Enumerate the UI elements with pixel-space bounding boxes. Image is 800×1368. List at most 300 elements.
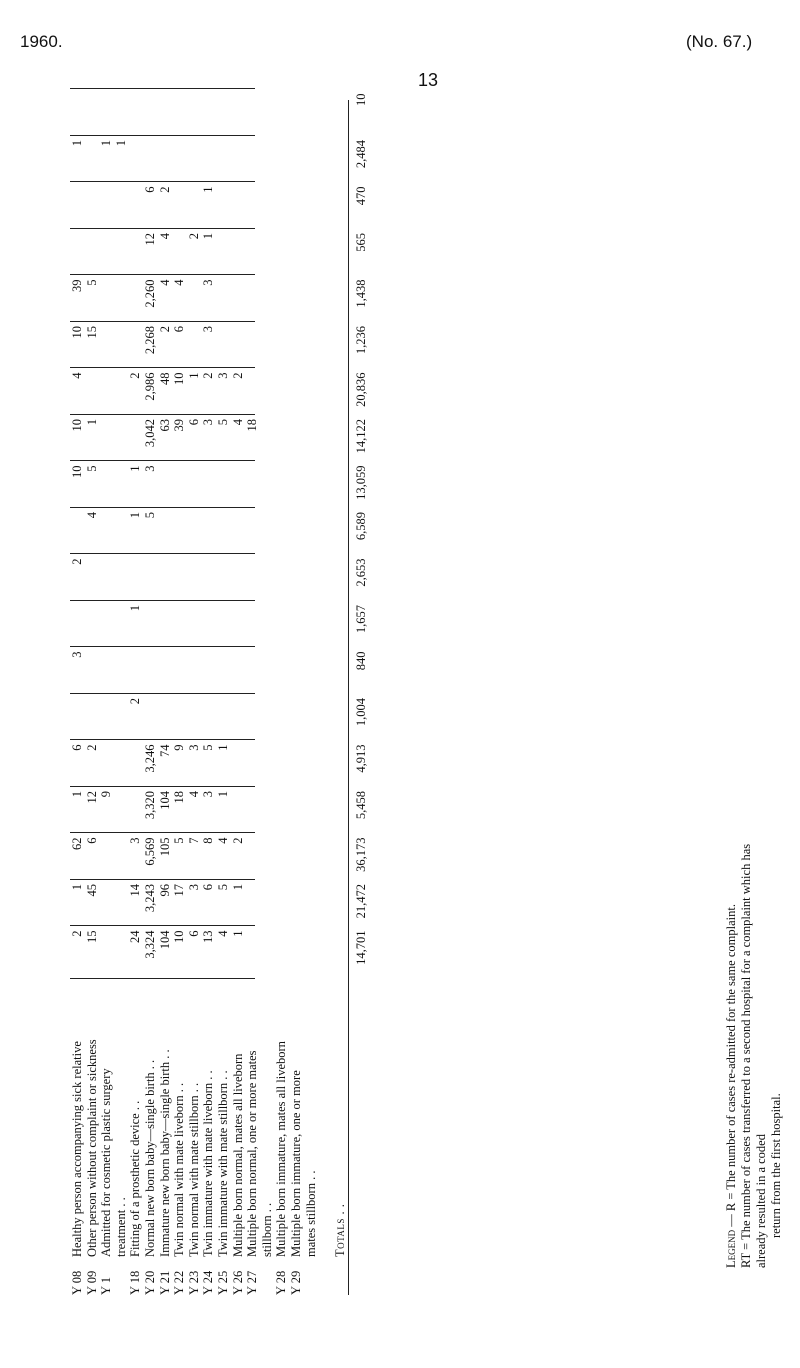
table-cell xyxy=(231,648,246,695)
table-cell xyxy=(304,787,319,834)
table-cell xyxy=(289,648,304,695)
table-cell xyxy=(216,462,231,509)
rule-left xyxy=(70,978,255,979)
table-cell xyxy=(231,787,246,834)
table-cell: 1 xyxy=(70,140,84,147)
table-cell xyxy=(260,927,275,974)
row-description: mates stillborn . . xyxy=(303,1170,318,1257)
data-column xyxy=(70,787,368,834)
legend-r: — R = The number of cases re-admitted for the same complaint. xyxy=(724,904,738,1227)
column-total: 565 xyxy=(354,233,368,252)
table-cell: 39 xyxy=(70,279,84,292)
row-description: Multiple born immature, mates all liveborn xyxy=(274,1041,289,1257)
data-column xyxy=(70,694,368,741)
table-cell xyxy=(158,136,173,183)
table-cell: 4 xyxy=(157,279,172,286)
table-cell xyxy=(304,880,319,927)
table-cell xyxy=(260,508,275,555)
table-cell xyxy=(128,90,143,137)
table-cell: 3 xyxy=(186,744,201,751)
table-cell xyxy=(85,555,100,602)
table-cell xyxy=(216,276,231,323)
table-cell xyxy=(289,834,304,881)
table-cell: 3 xyxy=(128,837,143,844)
table-cell xyxy=(304,322,319,369)
table-cell: 1 xyxy=(201,233,216,240)
row-code: Y 08 xyxy=(70,1270,84,1295)
table-cell xyxy=(158,555,173,602)
table-cell: 1 xyxy=(113,140,128,147)
table-cell xyxy=(143,601,158,648)
table-cell xyxy=(201,508,216,555)
table-cell: 10 xyxy=(172,930,187,943)
table-cell xyxy=(158,462,173,509)
table-cell xyxy=(187,462,202,509)
table-cell: 3,324 xyxy=(142,930,157,959)
data-column xyxy=(70,741,368,788)
row-description: Other person without complaint or sickness xyxy=(84,1039,99,1257)
table-cell xyxy=(216,555,231,602)
table-cell xyxy=(289,694,304,741)
table-cell: 2 xyxy=(157,186,172,193)
table-cell: 17 xyxy=(172,884,187,897)
legend-rt: RT = The number of cases transferred to a second hospital for a complaint which has already resulted in a coded xyxy=(739,843,768,1268)
column-total: 5,458 xyxy=(354,791,368,820)
table-cell: 63 xyxy=(157,419,172,432)
table-cell xyxy=(231,555,246,602)
table-cell xyxy=(128,415,143,462)
table-cell xyxy=(114,462,129,509)
table-cell xyxy=(274,229,289,276)
table-cell xyxy=(260,741,275,788)
table-cell xyxy=(99,834,114,881)
table-cell xyxy=(245,601,260,648)
row-code xyxy=(333,1261,348,1295)
table-cell xyxy=(216,648,231,695)
table-cell: 1 xyxy=(128,465,143,472)
table-cell: 5 xyxy=(84,279,99,286)
table-cell: 3 xyxy=(201,791,216,798)
table-cell xyxy=(99,741,114,788)
table-cell xyxy=(99,415,114,462)
table-cell xyxy=(274,927,289,974)
table-cell xyxy=(245,834,260,881)
column-total: 6,589 xyxy=(354,512,368,541)
table-cell xyxy=(304,741,319,788)
page-number: 13 xyxy=(418,70,439,90)
table-cell xyxy=(216,229,231,276)
row-code xyxy=(318,1261,333,1295)
table-cell xyxy=(201,601,216,648)
table-cell xyxy=(99,601,114,648)
table-cell xyxy=(274,322,289,369)
legend xyxy=(724,808,784,1268)
table-cell xyxy=(245,183,260,230)
table-cell xyxy=(260,90,275,137)
data-column xyxy=(70,229,368,276)
table-cell xyxy=(245,555,260,602)
row-description: Healthy person accompanying sick relative xyxy=(70,1041,84,1257)
table-cell xyxy=(143,136,158,183)
table-cell xyxy=(304,229,319,276)
table-cell xyxy=(99,555,114,602)
table-cell: 4 xyxy=(84,512,99,519)
table-cell xyxy=(99,462,114,509)
table-cell xyxy=(304,927,319,974)
table-cell xyxy=(260,880,275,927)
table-cell: 96 xyxy=(157,884,172,897)
table-cell: 13 xyxy=(201,930,216,943)
row-description: Twin immature with mate stillborn . . xyxy=(215,1070,230,1257)
table-cell xyxy=(143,648,158,695)
row-code: Y 23 xyxy=(186,1270,201,1295)
table-cell xyxy=(201,90,216,137)
table-cell xyxy=(260,462,275,509)
table-cell: 2 xyxy=(70,558,84,565)
table-cell xyxy=(274,276,289,323)
table-cell: 5 xyxy=(172,837,187,844)
data-column xyxy=(70,90,368,137)
table-cell: 2 xyxy=(70,930,84,937)
table-cell xyxy=(85,369,100,416)
table-cell xyxy=(245,880,260,927)
table-cell: 3,042 xyxy=(142,419,157,448)
data-column xyxy=(70,462,368,509)
table-cell: 10 xyxy=(70,419,84,432)
table-cell: 2,260 xyxy=(142,279,157,308)
table-cell xyxy=(289,369,304,416)
table-cell: 5 xyxy=(142,512,157,519)
row-description: Twin immature with mate liveborn . . xyxy=(201,1070,216,1257)
table-cell xyxy=(274,694,289,741)
table-cell: 4 xyxy=(172,279,187,286)
table-cell xyxy=(158,90,173,137)
table-cell xyxy=(216,136,231,183)
data-column xyxy=(70,555,368,602)
table-cell xyxy=(245,508,260,555)
table-cell xyxy=(114,880,129,927)
table-cell xyxy=(114,90,129,137)
table-cell xyxy=(85,694,100,741)
table-cell: 2 xyxy=(230,837,245,844)
table-cell xyxy=(245,787,260,834)
table-cell: 6 xyxy=(84,837,99,844)
table-cell xyxy=(187,508,202,555)
table-cell: 3 xyxy=(142,465,157,472)
code-column xyxy=(70,1261,347,1295)
table-cell xyxy=(114,741,129,788)
table-cell xyxy=(274,648,289,695)
table-cell xyxy=(245,90,260,137)
legend-rt-cont: return from the first hospital. xyxy=(769,1093,783,1238)
table-cell xyxy=(274,508,289,555)
row-code: Y 09 xyxy=(84,1270,99,1295)
table-cell xyxy=(114,508,129,555)
table-cell xyxy=(289,787,304,834)
table-cell xyxy=(85,136,100,183)
table-cell xyxy=(304,183,319,230)
table-cell: 2 xyxy=(128,372,143,379)
column-total: 1,004 xyxy=(354,698,368,727)
table-cell xyxy=(289,927,304,974)
table-cell: 9 xyxy=(99,791,114,798)
table-cell xyxy=(304,90,319,137)
table-cell xyxy=(114,229,129,276)
row-code: Y 27 xyxy=(245,1270,260,1295)
table-cell: 4 xyxy=(186,791,201,798)
table-cell xyxy=(304,555,319,602)
table-cell: 2 xyxy=(230,372,245,379)
table-cell: 10 xyxy=(70,465,84,478)
table-cell xyxy=(231,601,246,648)
report-number: (No. 67.) xyxy=(686,32,753,51)
table-cell: 8 xyxy=(201,837,216,844)
table-cell: 39 xyxy=(172,419,187,432)
table-cell: 3,246 xyxy=(142,744,157,773)
table-cell xyxy=(128,136,143,183)
row-code: Y 18 xyxy=(128,1270,143,1295)
table-cell xyxy=(99,508,114,555)
row-description: Fitting of a prosthetic device . . xyxy=(128,1100,143,1257)
data-column xyxy=(70,136,368,183)
table-cell xyxy=(304,136,319,183)
legend-heading: Legend xyxy=(724,1229,738,1268)
table-cell: 10 xyxy=(172,372,187,385)
table-cell xyxy=(187,90,202,137)
data-column xyxy=(70,276,368,323)
table-cell xyxy=(289,136,304,183)
data-column xyxy=(70,927,368,974)
table-cell: 5 xyxy=(215,419,230,426)
table-cell xyxy=(304,601,319,648)
column-total: 36,173 xyxy=(354,837,368,872)
table-cell xyxy=(231,90,246,137)
table-cell: 3,320 xyxy=(142,791,157,820)
table-cell xyxy=(289,741,304,788)
table-cell xyxy=(128,322,143,369)
table-cell: 5 xyxy=(215,884,230,891)
table-cell xyxy=(289,276,304,323)
table-cell: 15 xyxy=(84,326,99,339)
table-cell: 6 xyxy=(186,419,201,426)
table-cell xyxy=(70,508,85,555)
table-cell: 15 xyxy=(84,930,99,943)
table-cell xyxy=(114,601,129,648)
table-cell xyxy=(260,694,275,741)
table-cell xyxy=(274,741,289,788)
column-total: 10 xyxy=(354,93,368,106)
row-description: Multiple born immature, one or more xyxy=(288,1070,303,1257)
table-cell: 2 xyxy=(157,326,172,333)
column-total: 1,236 xyxy=(354,326,368,355)
table-cell xyxy=(260,276,275,323)
table-cell: 2 xyxy=(186,233,201,240)
table-cell xyxy=(128,229,143,276)
table-cell: 5 xyxy=(201,744,216,751)
table-cell xyxy=(172,90,187,137)
table-cell: 62 xyxy=(70,837,84,850)
table-cell: 24 xyxy=(128,930,143,943)
table-cell xyxy=(231,322,246,369)
table-cell xyxy=(231,508,246,555)
table-cell xyxy=(289,555,304,602)
table-cell: 10 xyxy=(70,326,84,339)
table-cell xyxy=(172,183,187,230)
table-cell xyxy=(128,276,143,323)
table-cell xyxy=(245,136,260,183)
table-cell: 2,268 xyxy=(142,326,157,355)
data-column xyxy=(70,648,368,695)
table-cell xyxy=(274,183,289,230)
table-cell xyxy=(201,462,216,509)
table-cell xyxy=(260,229,275,276)
table-cell xyxy=(245,369,260,416)
table-cell xyxy=(304,694,319,741)
table-cell: 6,569 xyxy=(142,837,157,866)
row-description: Immature new born baby—single birth . . xyxy=(157,1049,172,1257)
table-cell xyxy=(99,369,114,416)
table-cell: 1 xyxy=(186,372,201,379)
row-code: Y 20 xyxy=(142,1270,157,1295)
table-cell xyxy=(216,601,231,648)
table-cell xyxy=(260,787,275,834)
row-description: stillborn . . xyxy=(259,1202,274,1257)
table-cell: 12 xyxy=(142,233,157,246)
table-cell xyxy=(289,508,304,555)
data-column xyxy=(70,322,368,369)
table-cell xyxy=(128,741,143,788)
table-cell xyxy=(172,462,187,509)
table-cell xyxy=(99,229,114,276)
row-description: Multiple born normal, mates all liveborn xyxy=(230,1053,245,1257)
table-cell xyxy=(260,555,275,602)
column-total: 840 xyxy=(354,651,368,671)
table-cell xyxy=(158,508,173,555)
table-cell: 3 xyxy=(201,279,216,286)
table-cell xyxy=(99,648,114,695)
table-cell xyxy=(99,90,114,137)
table-cell xyxy=(304,415,319,462)
table-cell: 7 xyxy=(186,837,201,844)
row-code: Y 29 xyxy=(288,1270,303,1295)
table-cell xyxy=(70,601,85,648)
table-cell xyxy=(245,648,260,695)
table-cell xyxy=(187,694,202,741)
column-total: 1,438 xyxy=(354,279,368,308)
table-cell xyxy=(231,741,246,788)
table-cell xyxy=(85,648,100,695)
table-cell xyxy=(260,415,275,462)
column-total: 1,657 xyxy=(354,605,368,634)
totals-label: Totals . . xyxy=(332,1203,347,1257)
column-total: 2,653 xyxy=(354,558,368,587)
table-cell: 9 xyxy=(172,744,187,751)
table-cell xyxy=(143,555,158,602)
table-cell xyxy=(172,648,187,695)
table-cell: 2 xyxy=(84,744,99,751)
table-cell: 3 xyxy=(215,372,230,379)
table-cell: 2 xyxy=(201,372,216,379)
table-cell: 18 xyxy=(172,791,187,804)
table-cell xyxy=(231,229,246,276)
table-cell xyxy=(143,90,158,137)
table-cell xyxy=(231,136,246,183)
column-total: 4,913 xyxy=(354,744,368,773)
table-cell: 104 xyxy=(157,791,172,810)
table-cell xyxy=(70,694,85,741)
table-cell xyxy=(187,601,202,648)
table-cell: 2 xyxy=(128,698,143,705)
table-cell: 104 xyxy=(157,930,172,950)
table-cell xyxy=(187,648,202,695)
table-cell xyxy=(85,90,100,137)
table-cell xyxy=(172,229,187,276)
table-cell xyxy=(245,927,260,974)
table-cell xyxy=(289,601,304,648)
table-cell xyxy=(304,462,319,509)
data-column xyxy=(70,834,368,881)
table-cell: 3 xyxy=(201,419,216,426)
table-cell xyxy=(216,322,231,369)
table-cell: 1 xyxy=(128,512,143,519)
row-code: Y 21 xyxy=(157,1270,172,1295)
column-total: 2,484 xyxy=(354,140,368,169)
table-cell xyxy=(70,183,85,230)
table-cell xyxy=(172,601,187,648)
table-cell: 14 xyxy=(128,884,143,897)
table-cell xyxy=(260,136,275,183)
table-cell xyxy=(201,694,216,741)
data-column xyxy=(70,508,368,555)
table-cell xyxy=(304,369,319,416)
table-cell xyxy=(172,694,187,741)
row-code: Y 25 xyxy=(215,1270,230,1295)
row-description: Admitted for cosmetic plastic surgery xyxy=(99,1068,114,1257)
rule-totals xyxy=(348,100,349,1295)
table-cell: 3 xyxy=(70,651,84,658)
table-cell: 4 xyxy=(215,930,230,937)
row-code xyxy=(260,1261,275,1295)
table-cell: 3 xyxy=(186,884,201,891)
column-total: 14,122 xyxy=(354,419,368,454)
data-column xyxy=(70,601,368,648)
table-cell: 45 xyxy=(84,884,99,897)
table-cell xyxy=(289,415,304,462)
table-cell xyxy=(172,136,187,183)
table-cell xyxy=(245,322,260,369)
table-cell xyxy=(114,183,129,230)
table-cell xyxy=(304,648,319,695)
table-cell xyxy=(216,183,231,230)
table-cell xyxy=(114,322,129,369)
column-total: 13,059 xyxy=(354,465,368,500)
table-cell: 1 xyxy=(215,791,230,798)
table-cell xyxy=(187,183,202,230)
table-cell xyxy=(245,462,260,509)
table-cell xyxy=(143,694,158,741)
table-cell xyxy=(304,834,319,881)
column-total: 14,701 xyxy=(354,930,368,965)
table-cell: 1 xyxy=(99,140,114,147)
table-cell xyxy=(99,927,114,974)
row-code: Y 26 xyxy=(230,1270,245,1295)
table-cell xyxy=(289,880,304,927)
row-code: Y 24 xyxy=(201,1270,216,1295)
table-cell: 1 xyxy=(230,930,245,937)
data-column xyxy=(70,369,368,416)
table-cell xyxy=(128,648,143,695)
table-cell: 1 xyxy=(215,744,230,751)
